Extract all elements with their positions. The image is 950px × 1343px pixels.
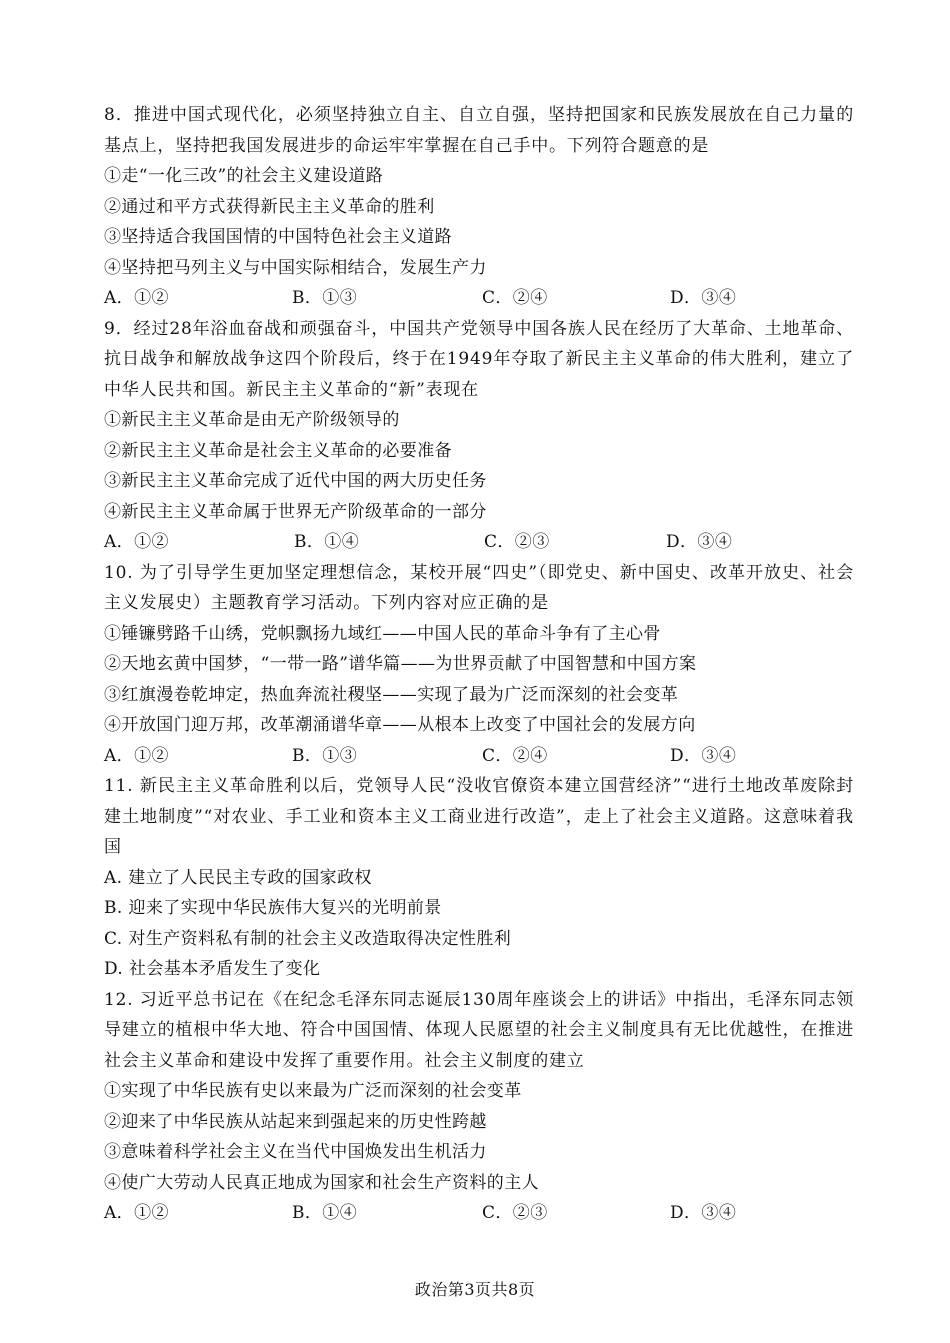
question-10 (104, 558, 854, 772)
option-c: C．②③ (482, 1203, 548, 1223)
statement-item: ①新民主主义革命是由无产阶级领导的 (104, 410, 400, 430)
option-a: A．①② (104, 745, 169, 766)
statement-item: ③新民主主义革命完成了近代中国的两大历史任务 (104, 471, 487, 491)
question-stem: 8．推进中国式现代化，必须坚持独立自主、自立自强，坚持把国家和民族发展放在自己力量的基点上，坚持把我国发展进步的命运牢牢掌握在自己手中。下列符合题意的是 (104, 105, 854, 156)
statement-item: ④使广大劳动人民真正地成为国家和社会生产资料的主人 (104, 1172, 539, 1193)
option-a: A. 建立了人民民主专政的国家政权 (104, 867, 372, 888)
question-stem: 9．经过28年浴血奋战和顽强奋斗，中国共产党领导中国各族人民在经历了大革命、土地革命、抗日战争和解放战争这四个阶段后，终于在1949年夺取了新民主主义革命的伟大胜利，建立了中华人民共和国。新民主主义革命的“新”表现在 (104, 318, 854, 400)
statement-item: ③坚持适合我国国情的中国特色社会主义道路 (104, 227, 452, 247)
option-d: D．③④ (670, 745, 737, 766)
statement-item: ①实现了中华民族有史以来最为广泛而深刻的社会变革 (104, 1081, 522, 1101)
question-stem: 11. 新民主主义革命胜利以后，党领导人民“没收官僚资本建立国营经济”“进行土地改革废除封建土地制度”“对农业、手工业和资本主义工商业进行改造”，走上了社会主义道路。这意味着我国 (104, 776, 854, 857)
statement-item: ②新民主主义革命是社会主义革命的必要准备 (104, 440, 452, 461)
statement-item: ②天地玄黄中国梦，“一带一路”谱华篇——为世界贡献了中国智慧和中国方案 (104, 654, 697, 674)
answer-options (104, 741, 854, 772)
option-b: B．①③ (292, 745, 358, 766)
option-d: D．③④ (666, 532, 733, 552)
answer-options (104, 1198, 854, 1229)
option-c: C. 对生产资料私有制的社会主义改造取得决定性胜利 (104, 928, 512, 949)
option-a: A．①② (104, 1203, 169, 1223)
option-d: D. 社会基本矛盾发生了变化 (104, 959, 321, 979)
question-12 (104, 985, 854, 1229)
question-8 (104, 100, 854, 314)
option-c: C．②④ (482, 288, 548, 308)
option-d: D．③④ (670, 1203, 737, 1223)
option-b: B．①④ (292, 1203, 358, 1223)
statement-item: ①锤镰劈路千山绣，党帜飘扬九域红——中国人民的革命斗争有了主心骨 (104, 623, 661, 644)
question-stem: 10. 为了引导学生更加坚定理想信念，某校开展“四史”（即党史、新中国史、改革开放史、社会主义发展史）主题教育学习活动。下列内容对应正确的是 (104, 562, 854, 613)
option-b: B．①③ (292, 288, 358, 308)
statement-item: ③红旗漫卷乾坤定，热血奔流社稷坚——实现了最为广泛而深刻的社会变革 (104, 684, 679, 705)
page-footer: 政治第3页共8页 (414, 1280, 536, 1299)
question-11 (104, 771, 854, 985)
statement-item: ④开放国门迎万邦，改革潮涌谱华章——从根本上改变了中国社会的发展方向 (104, 715, 696, 735)
option-c: C．②③ (484, 532, 550, 552)
option-a: A．①② (104, 288, 169, 308)
statement-item: ③意味着科学社会主义在当代中国焕发出生机活力 (104, 1142, 487, 1162)
answer-options (104, 283, 854, 314)
option-c: C．②④ (482, 745, 548, 766)
answer-options (104, 527, 854, 558)
statement-item: ④新民主主义革命属于世界无产阶级革命的一部分 (104, 501, 487, 522)
option-d: D．③④ (670, 288, 737, 308)
question-stem: 12. 习近平总书记在《在纪念毛泽东同志诞辰130周年座谈会上的讲话》中指出，毛泽东同志领导建立的植根中华大地、符合中国国情、体现人民愿望的社会主义制度具有无比优越性，在推进社会主义革命和建设中发挥了重要作用。社会主义制度的建立 (104, 989, 854, 1071)
statement-item: ②通过和平方式获得新民主主义革命的胜利 (104, 196, 435, 217)
exam-page (104, 100, 854, 1229)
statement-item: ①走“一化三改”的社会主义建设道路 (104, 166, 384, 186)
statement-item: ②迎来了中华民族从站起来到强起来的历史性跨越 (104, 1111, 487, 1132)
statement-item: ④坚持把马列主义与中国实际相结合，发展生产力 (104, 257, 487, 278)
option-a: A．①② (104, 532, 169, 552)
option-b: B. 迎来了实现中华民族伟大复兴的光明前景 (104, 898, 442, 918)
option-b: B．①④ (294, 532, 360, 552)
question-9 (104, 314, 854, 558)
